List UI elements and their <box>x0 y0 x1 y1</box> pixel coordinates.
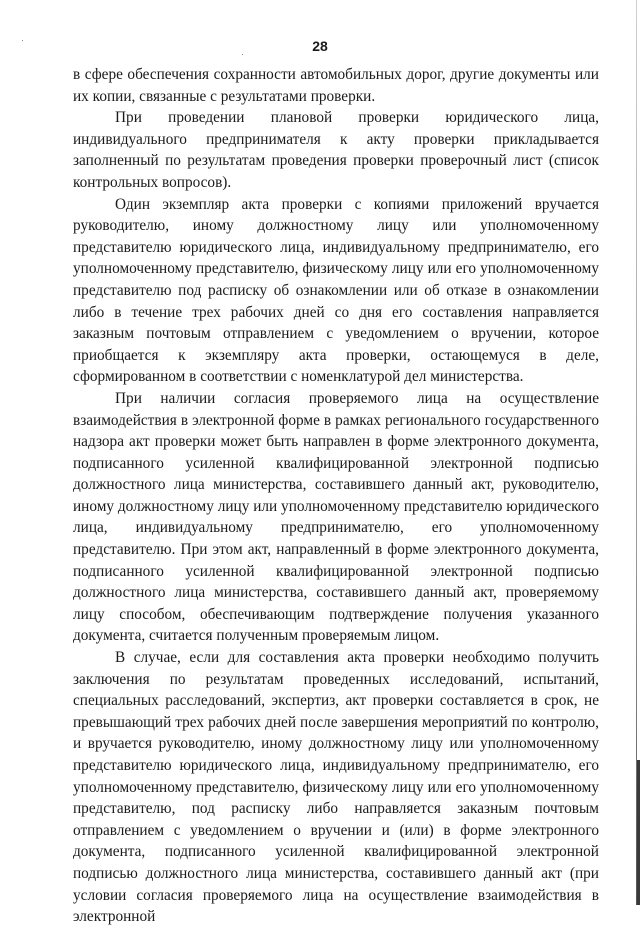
paragraph-1: в сфере обеспечения сохранности автомобильных дорог, другие документы или их копии, связанные с результатами проверки. <box>73 66 599 105</box>
paragraph-2: При проведении плановой проверки юридического лица, индивидуального предпринимателя к акту проверки прикладывается заполненный по результатам проведения проверки проверочный лист (список контрольных вопросов). <box>73 109 599 191</box>
scan-speck <box>22 40 23 41</box>
body-text <box>73 64 599 928</box>
page-number: 28 <box>312 38 328 54</box>
paragraph-5: В случае, если для составления акта проверки необходимо получить заключения по результатам проведенных исследований, испытаний, специальных расследований, экспертиз, акт проверки составляется в срок, не превышающий трех рабочих дней после завершения мероприятий по контролю, и вручается руководителю, иному должностному лицу или уполномоченному представителю юридического лица, индивидуальному предпринимателю, его уполномоченному представителю, физическому лицу или его уполномоченному представителю, под расписку либо направляется заказным почтовым отправлением с уведомлением о вручении и (или) в форме электронного документа, подписанного усиленной квалифицированной электронной подписью должностного лица министерства, составившего данный акт (при условии согласия проверяемого лица на осуществление взаимодействия в электронной <box>73 649 599 926</box>
scan-speck <box>242 54 243 55</box>
paragraph-4: При наличии согласия проверяемого лица на осуществление взаимодействия в электронной форме в рамках регионального государственного надзора акт проверки может быть направлен в форме электронного документа, подписанного усиленной квалифицированной электронной подписью должностного лица министерства, составившего данный акт, руководителю, иному должностному лицу или уполномоченному представителю юридического лица, индивидуальному предпринимателю, его уполномоченному представителю. При этом акт, направленный в форме электронного документа, подписанного усиленной квалифицированной электронной подписью должностного лица министерства, составившего данный акт, проверяемому лицу способом, обеспечивающим подтверждение получения указанного документа, считается полученным проверяемым лицом. <box>73 389 599 645</box>
paragraph-3: Один экземпляр акта проверки с копиями приложений вручается руководителю, иному должностному лицу или уполномоченному представителю юридического лица, индивидуальному предпринимателю, его уполномоченному представителю, физическому лицу или его уполномоченному представителю под расписку об ознакомлении или об отказе в ознакомлении либо в течение трех рабочих дней со дня его составления направляется заказным почтовым отправлением с уведомлением о вручении, которое приобщается к экземпляру акта проверки, остающемуся в деле, сформированном в соответствии с номенклатурой дел министерства. <box>73 195 599 386</box>
